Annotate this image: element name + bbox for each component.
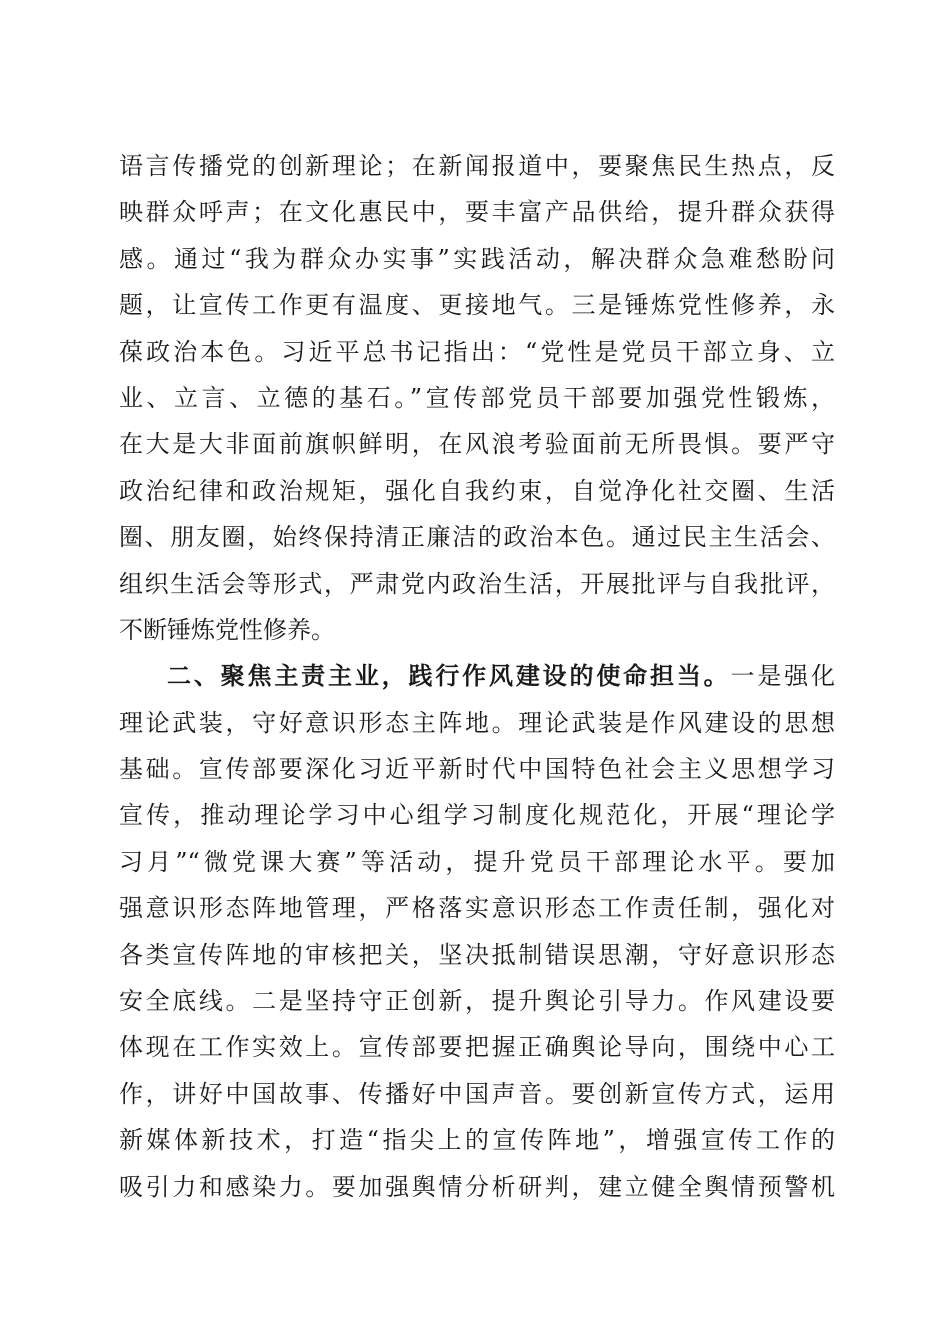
paragraph-line: 新媒体新技术，打造“指尖上的宣传阵地”，增强宣传工作的 <box>119 1126 835 1155</box>
paragraph-line: 圈、朋友圈，始终保持清正廉洁的政治本色。通过民主生活会、 <box>119 523 835 552</box>
paragraph-line: 政治纪律和政治规矩，强化自我约束，自觉净化社交圈、生活 <box>119 476 835 505</box>
paragraph-line: 基础。宣传部要深化习近平新时代中国特色社会主义思想学习 <box>119 755 835 784</box>
paragraph-line: 各类宣传阵地的审核把关，坚决抵制错误思潮，守好意识形态 <box>119 940 835 969</box>
document-body <box>119 143 835 1210</box>
paragraph-line: 语言传播党的创新理论；在新闻报道中，要聚焦民生热点，反 <box>119 152 835 180</box>
paragraph-line: 宣传，推动理论学习中心组学习制度化规范化，开展“理论学 <box>119 801 835 830</box>
paragraph-line: 安全底线。二是坚持守正创新，提升舆论引导力。作风建设要 <box>119 987 835 1016</box>
paragraph-line: 题，让宣传工作更有温度、更接地气。三是锤炼党性修养，永 <box>119 291 835 320</box>
paragraph-line: 理论武装，守好意识形态主阵地。理论武装是作风建设的思想 <box>119 708 835 737</box>
paragraph-line: 吸引力和感染力。要加强舆情分析研判，建立健全舆情预警机 <box>119 1172 835 1201</box>
paragraph-line: 葆政治本色。习近平总书记指出：“党性是党员干部立身、立 <box>119 337 835 366</box>
section-first-line-text: 一是强化 <box>730 662 835 691</box>
paragraph-line: 业、立言、立德的基石。”宣传部党员干部要加强党性锻炼， <box>119 383 835 412</box>
section-heading-line <box>119 653 835 699</box>
section-heading: 二、聚焦主责主业，践行作风建设的使命担当。 <box>167 662 731 691</box>
paragraph-line: 组织生活会等形式，严肃党内政治生活，开展批评与自我批评， <box>119 569 835 598</box>
paragraph-line: 习月”“微党课大赛”等活动，提升党员干部理论水平。要加 <box>119 847 835 876</box>
paragraph-line: 感。通过“我为群众办实事”实践活动，解决群众急难愁盼问 <box>119 244 835 273</box>
paragraph-line: 体现在工作实效上。宣传部要把握正确舆论导向，围绕中心工 <box>119 1033 835 1062</box>
paragraph-line: 作，讲好中国故事、传播好中国声音。要创新宣传方式，运用 <box>119 1079 835 1108</box>
paragraph-line: 映群众呼声；在文化惠民中，要丰富产品供给，提升群众获得 <box>119 198 835 227</box>
paragraph-line: 不断锤炼党性修养。 <box>119 615 335 644</box>
paragraph-line: 在大是大非面前旗帜鲜明，在风浪考验面前无所畏惧。要严守 <box>119 430 835 459</box>
paragraph-line: 强意识形态阵地管理，严格落实意识形态工作责任制，强化对 <box>119 894 835 923</box>
